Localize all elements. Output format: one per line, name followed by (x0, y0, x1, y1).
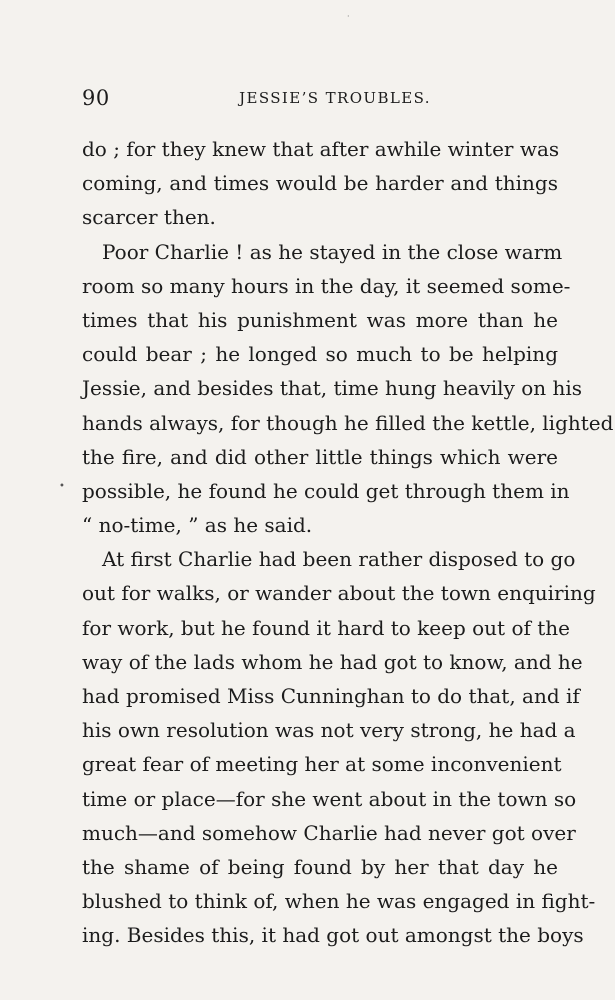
text-line: do ; for they knew that after awhile winter was (82, 137, 560, 161)
text-line: could bear ; he longed so much to be helping (82, 342, 558, 367)
text-line: hands always, for though he filled the kettle, lighted (82, 410, 614, 435)
text-line: coming, and times would be harder and things (82, 171, 558, 196)
text-line: way of the lads whom he had got to know, and he (82, 649, 583, 674)
text-line: for work, but he found it hard to keep out of the (82, 615, 571, 640)
text-line: out for walks, or wander about the town enquiring (82, 581, 596, 606)
text-line: ing. Besides this, it had got out amongst the boys (82, 923, 584, 948)
text-line: At first Charlie had been rather disposed to go (102, 547, 576, 572)
text-line: had promised Miss Cunninghan to do that, and if (82, 684, 580, 708)
text-line: Poor Charlie ! as he stayed in the close warm (102, 239, 563, 264)
text-line: Jessie, and besides that, time hung heavily on his (82, 376, 583, 401)
paragraph-3 (82, 542, 596, 952)
margin-mark: • (59, 481, 65, 492)
text-line: much—and somehow Charlie had never got over (82, 820, 576, 845)
paragraph-2 (82, 235, 614, 543)
paragraph-1 (82, 132, 558, 235)
text-line: the shame of being found by her that day he (82, 854, 558, 879)
paper-speck: · (347, 12, 350, 21)
text-line: room so many hours in the day, it seemed some- (82, 273, 571, 298)
text-line: “ no-time, ” as he said. (82, 513, 313, 538)
text-line: blushed to think of, when he was engaged in fight- (82, 889, 596, 914)
body-text (82, 132, 614, 953)
text-line: scarcer then. (82, 205, 216, 230)
running-title: JESSIE’S TROUBLES. (239, 89, 431, 107)
text-line: great fear of meeting her at some inconvenient (82, 752, 562, 777)
page-number: 90 (82, 86, 110, 110)
text-line: his own resolution was not very strong, he had a (82, 718, 576, 743)
text-line: possible, he found he could get through them in (82, 478, 570, 503)
page-header (82, 86, 558, 118)
text-line: time or place—for she went about in the town so (82, 786, 577, 811)
text-line: times that his punishment was more than he (82, 307, 558, 332)
text-line: the fire, and did other little things which were (82, 444, 558, 469)
